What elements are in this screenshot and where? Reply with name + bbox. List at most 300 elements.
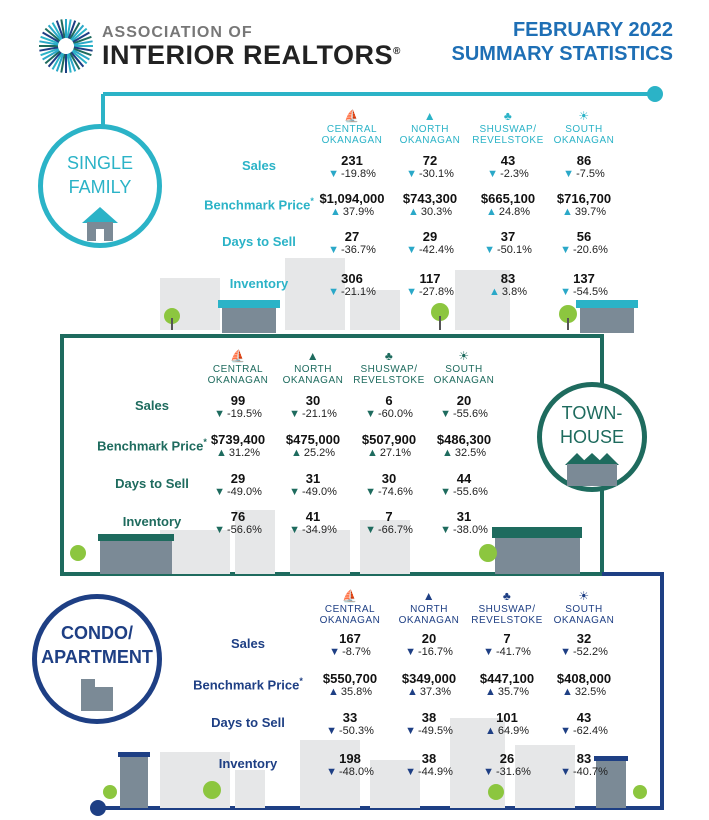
stat-change (310, 725, 390, 738)
stat-change (467, 766, 547, 779)
stat-value: 20 (456, 393, 472, 408)
stat-change-percent: -44.9% (418, 766, 453, 778)
stat-value: 43 (500, 153, 516, 168)
arrow-down-icon: ▼ (483, 766, 495, 778)
arrow-down-icon: ▼ (440, 408, 452, 420)
stat-change (390, 286, 470, 299)
stat-change-percent: 30.3% (420, 206, 453, 218)
arrow-down-icon: ▼ (406, 244, 418, 256)
stat-change-percent: -38.0% (453, 524, 488, 536)
stat-change (312, 168, 392, 181)
single-region-line2: OKANAGAN (321, 135, 383, 146)
stat-change (544, 244, 624, 257)
single-price-cell (390, 192, 470, 219)
town-region-line2: REVELSTOKE (353, 375, 425, 386)
stat-value: 20 (421, 631, 437, 646)
arrow-down-icon: ▼ (289, 408, 301, 420)
single-region-header (544, 108, 624, 146)
condo-region-header (467, 588, 547, 626)
stat-change (467, 725, 547, 738)
arrow-down-icon: ▼ (328, 168, 340, 180)
condo-sales-cell (467, 632, 547, 659)
stat-value: 56 (576, 229, 592, 244)
stat-change (349, 486, 429, 499)
stat-value: 29 (422, 229, 438, 244)
single-sales-cell (312, 154, 392, 181)
town-row-label-sales: Sales (135, 398, 169, 413)
pine-tree-icon: ♣ (384, 349, 394, 363)
condo-title-2: APARTMENT (41, 647, 153, 667)
condo-price-cell (467, 672, 547, 699)
stat-value: $1,094,000 (319, 191, 385, 206)
condo-region-line1: CENTRAL (324, 604, 376, 615)
price-footnote-mark: * (310, 196, 314, 206)
single-price-cell (468, 192, 548, 219)
town-region-header (198, 348, 278, 386)
arrow-down-icon: ▼ (214, 408, 226, 420)
stat-change (467, 686, 547, 699)
single-inventory-cell (312, 272, 392, 299)
arrow-up-icon: ▲ (484, 686, 496, 698)
arrow-down-icon: ▼ (365, 408, 377, 420)
sun-icon: ☀ (578, 589, 590, 603)
header-month: FEBRUARY 2022 (512, 19, 673, 41)
stat-value: $739,400 (210, 432, 266, 447)
stat-change-percent: -8.7% (342, 646, 371, 658)
stat-value: 76 (230, 509, 246, 524)
condo-row-label-days: Days to Sell (211, 715, 285, 730)
arrow-down-icon: ▼ (483, 646, 495, 658)
stat-change-percent: -60.0% (378, 408, 413, 420)
townhouse-badge (537, 382, 647, 492)
stat-change-percent: 37.3% (419, 686, 452, 698)
stat-change-percent: 64.9% (497, 725, 530, 737)
stat-change (390, 244, 470, 257)
stat-change-percent: -49.0% (227, 486, 262, 498)
condo-days-cell (310, 711, 390, 738)
stat-change-percent: -19.5% (227, 408, 262, 420)
condo-row-label-sales: Sales (231, 636, 265, 651)
stat-change (310, 686, 390, 699)
town-days-cell (424, 472, 504, 499)
stat-change (273, 486, 353, 499)
town-region-header (349, 348, 429, 386)
stat-value: 27 (344, 229, 360, 244)
arrow-down-icon: ▼ (214, 524, 226, 536)
stat-value: 167 (339, 631, 361, 646)
stat-change (198, 447, 278, 460)
single-row-label-inventory: Inventory (229, 276, 289, 291)
stat-value: 44 (456, 471, 472, 486)
stat-change-percent: 3.8% (501, 286, 527, 298)
price-footnote-mark: * (203, 437, 207, 447)
single-inventory-cell (468, 272, 548, 299)
sailboat-icon: ⛵ (344, 109, 360, 123)
town-sales-cell (349, 394, 429, 421)
stat-change (424, 408, 504, 421)
single-region-line1: SHUSWAP/ (479, 124, 537, 135)
arrow-down-icon: ▼ (365, 486, 377, 498)
condo-badge (32, 594, 162, 724)
stat-change (544, 686, 624, 699)
stat-change-percent: 25.2% (303, 447, 336, 459)
stat-change (349, 408, 429, 421)
stat-change (544, 646, 624, 659)
stat-value: $716,700 (556, 191, 612, 206)
single-days-cell (312, 230, 392, 257)
arrow-down-icon: ▼ (326, 766, 338, 778)
condo-title-1: CONDO/ (61, 623, 133, 643)
single-sales-cell (544, 154, 624, 181)
arrow-down-icon: ▼ (440, 524, 452, 536)
stat-value: 43 (576, 710, 592, 725)
stat-change (544, 286, 624, 299)
stat-change (273, 524, 353, 537)
town-days-cell (273, 472, 353, 499)
stat-change (198, 524, 278, 537)
stat-change (198, 408, 278, 421)
stat-value: $743,300 (402, 191, 458, 206)
single-days-cell (544, 230, 624, 257)
condo-region-header (310, 588, 390, 626)
stat-change (389, 686, 469, 699)
condo-region-header (544, 588, 624, 626)
stat-value: 306 (341, 271, 363, 286)
town-region-header (273, 348, 353, 386)
stat-change (467, 646, 547, 659)
arrow-up-icon: ▲ (329, 206, 341, 218)
brand-line1: ASSOCIATION OF (102, 24, 253, 41)
town-region-line1: SHUSWAP/ (360, 364, 418, 375)
condo-inventory-cell (467, 752, 547, 779)
arrow-down-icon: ▼ (487, 168, 499, 180)
stat-value: 38 (421, 751, 437, 766)
stat-change (424, 447, 504, 460)
stat-change-percent: -27.8% (419, 286, 454, 298)
condo-price-cell (389, 672, 469, 699)
stat-change (544, 766, 624, 779)
stat-change-percent: -50.3% (339, 725, 374, 737)
stat-change-percent: -49.0% (302, 486, 337, 498)
stat-change-percent: -42.4% (419, 244, 454, 256)
town-inventory-cell (424, 510, 504, 537)
stat-change (273, 408, 353, 421)
stat-change-percent: -55.6% (453, 408, 488, 420)
stat-value: $447,100 (479, 671, 535, 686)
town-row-label-price: Benchmark Price* (97, 437, 207, 454)
town-days-cell (198, 472, 278, 499)
single-region-line2: REVELSTOKE (472, 135, 544, 146)
town-region-header (424, 348, 504, 386)
stat-change (389, 725, 469, 738)
condo-days-cell (389, 711, 469, 738)
stat-change-percent: 32.5% (454, 447, 487, 459)
townhouse-icon (563, 451, 621, 487)
arrow-down-icon: ▼ (328, 286, 340, 298)
mountain-icon: ▲ (423, 109, 437, 123)
condo-region-line2: OKANAGAN (398, 615, 460, 626)
arrow-down-icon: ▼ (405, 646, 417, 658)
stat-change-percent: -55.6% (453, 486, 488, 498)
stat-change (312, 206, 392, 219)
mountain-icon: ▲ (306, 349, 320, 363)
stat-change-percent: -34.9% (302, 524, 337, 536)
arrow-down-icon: ▼ (563, 168, 575, 180)
condo-inventory-cell (389, 752, 469, 779)
single-region-line2: OKANAGAN (553, 135, 615, 146)
arrow-down-icon: ▼ (289, 486, 301, 498)
town-region-line2: OKANAGAN (433, 375, 495, 386)
town-price-cell (198, 433, 278, 460)
stat-value: 29 (230, 471, 246, 486)
stat-change-percent: 35.8% (340, 686, 373, 698)
condo-region-line1: SOUTH (565, 604, 603, 615)
single-row-label-days: Days to Sell (222, 234, 296, 249)
stat-change (544, 725, 624, 738)
arrow-up-icon: ▲ (407, 206, 419, 218)
stat-change-percent: -20.6% (573, 244, 608, 256)
single-region-header (468, 108, 548, 146)
stat-value: $486,300 (436, 432, 492, 447)
stat-change (310, 646, 390, 659)
arrow-down-icon: ▼ (560, 766, 572, 778)
stat-value: 6 (385, 393, 393, 408)
stat-value: 72 (422, 153, 438, 168)
arrow-down-icon: ▼ (329, 646, 341, 658)
condo-sales-cell (310, 632, 390, 659)
town-sales-cell (424, 394, 504, 421)
header-subtitle: SUMMARY STATISTICS (451, 43, 673, 65)
stat-value: 30 (381, 471, 397, 486)
sailboat-icon: ⛵ (230, 349, 246, 363)
single-family-badge (38, 124, 162, 248)
single-row-label-price: Benchmark Price* (204, 196, 314, 213)
stat-change-percent: -21.1% (302, 408, 337, 420)
stat-change-percent: -62.4% (573, 725, 608, 737)
stat-change-percent: -40.7% (573, 766, 608, 778)
stat-value: 33 (342, 710, 358, 725)
arrow-up-icon: ▲ (561, 686, 573, 698)
town-row-label-inventory: Inventory (122, 514, 182, 529)
condo-region-line2: OKANAGAN (553, 615, 615, 626)
stat-value: 83 (500, 271, 516, 286)
stat-change (349, 524, 429, 537)
arrow-down-icon: ▼ (289, 524, 301, 536)
town-days-cell (349, 472, 429, 499)
single-days-cell (390, 230, 470, 257)
stat-change-percent: -36.7% (341, 244, 376, 256)
condo-price-cell (310, 672, 390, 699)
stat-value: 83 (576, 751, 592, 766)
stat-change (198, 486, 278, 499)
stat-value: $665,100 (480, 191, 536, 206)
town-sales-cell (198, 394, 278, 421)
condo-row-label-inventory: Inventory (218, 756, 278, 771)
single-sales-cell (390, 154, 470, 181)
arrow-down-icon: ▼ (406, 286, 418, 298)
arrow-down-icon: ▼ (326, 725, 338, 737)
stat-value: 117 (419, 271, 441, 286)
single-region-header (390, 108, 470, 146)
stat-value: 7 (503, 631, 511, 646)
stat-change (390, 206, 470, 219)
stat-value: 86 (576, 153, 592, 168)
stat-value: 26 (499, 751, 515, 766)
arrow-down-icon: ▼ (560, 286, 572, 298)
stat-value: 38 (421, 710, 437, 725)
stat-value: 101 (496, 710, 518, 725)
stat-change (312, 244, 392, 257)
arrow-down-icon: ▼ (214, 486, 226, 498)
stat-value: $475,000 (285, 432, 341, 447)
single-inventory-cell (390, 272, 470, 299)
stat-value: 31 (456, 509, 472, 524)
stat-change-percent: -30.1% (419, 168, 454, 180)
stat-change-percent: 39.7% (574, 206, 607, 218)
condo-region-line2: OKANAGAN (319, 615, 381, 626)
condo-sales-cell (389, 632, 469, 659)
arrow-up-icon: ▲ (290, 447, 302, 459)
stat-change (468, 244, 548, 257)
town-inventory-cell (198, 510, 278, 537)
stat-change (390, 168, 470, 181)
condo-days-cell (544, 711, 624, 738)
stat-change (389, 766, 469, 779)
single-inventory-cell (544, 272, 624, 299)
town-sales-cell (273, 394, 353, 421)
arrow-down-icon: ▼ (560, 646, 572, 658)
stat-change-percent: -41.7% (496, 646, 531, 658)
stat-change-percent: -54.5% (573, 286, 608, 298)
stat-change (312, 286, 392, 299)
town-inventory-cell (349, 510, 429, 537)
arrow-up-icon: ▲ (485, 206, 497, 218)
town-price-cell (424, 433, 504, 460)
stat-value: 137 (573, 271, 595, 286)
stat-change (468, 286, 548, 299)
stat-value: $550,700 (322, 671, 378, 686)
stat-value: $507,900 (361, 432, 417, 447)
condo-row-label-price: Benchmark Price* (193, 676, 303, 693)
stat-value: 99 (230, 393, 246, 408)
arrow-up-icon: ▲ (366, 447, 378, 459)
condo-region-line2: REVELSTOKE (471, 615, 543, 626)
condo-price-cell (544, 672, 624, 699)
pine-tree-icon: ♣ (502, 589, 512, 603)
stat-change (544, 206, 624, 219)
stat-change-percent: -21.1% (341, 286, 376, 298)
sun-icon: ☀ (458, 349, 470, 363)
single-title-2: FAMILY (68, 177, 132, 197)
registered-mark: ® (393, 46, 401, 57)
arrow-up-icon: ▲ (561, 206, 573, 218)
town-region-line1: SOUTH (445, 364, 483, 375)
town-region-line1: NORTH (294, 364, 332, 375)
stat-change-percent: -50.1% (497, 244, 532, 256)
arrow-down-icon: ▼ (328, 244, 340, 256)
stat-change-percent: -49.5% (418, 725, 453, 737)
arrow-down-icon: ▼ (365, 524, 377, 536)
stat-change-percent: -7.5% (576, 168, 605, 180)
condo-inventory-cell (544, 752, 624, 779)
arrow-up-icon: ▲ (441, 447, 453, 459)
single-price-cell (544, 192, 624, 219)
stat-change (424, 524, 504, 537)
stat-change-percent: 31.2% (228, 447, 261, 459)
condo-region-line1: SHUSWAP/ (478, 604, 536, 615)
condo-inventory-cell (310, 752, 390, 779)
arrow-down-icon: ▼ (406, 168, 418, 180)
single-title-1: SINGLE (66, 153, 134, 173)
brand-line2: INTERIOR REALTORS® (102, 40, 401, 70)
arrow-down-icon: ▼ (484, 244, 496, 256)
sun-icon: ☀ (578, 109, 590, 123)
price-footnote-mark: * (299, 676, 303, 686)
arrow-down-icon: ▼ (560, 244, 572, 256)
apartment-icon (77, 673, 117, 713)
town-price-cell (273, 433, 353, 460)
single-row-label-sales: Sales (242, 158, 276, 173)
stat-change-percent: 37.9% (342, 206, 375, 218)
stat-change-percent: -66.7% (378, 524, 413, 536)
stat-value: $408,000 (556, 671, 612, 686)
single-region-line1: NORTH (411, 124, 449, 135)
stat-value: 37 (500, 229, 516, 244)
stat-change-percent: -2.3% (500, 168, 529, 180)
stat-value: 30 (305, 393, 321, 408)
arrow-up-icon: ▲ (215, 447, 227, 459)
town-title-1: TOWN- (561, 403, 623, 423)
stat-value: 198 (339, 751, 361, 766)
arrow-up-icon: ▲ (327, 686, 339, 698)
stat-change-percent: -74.6% (378, 486, 413, 498)
stat-change-percent: -16.7% (418, 646, 453, 658)
single-region-line1: SOUTH (565, 124, 603, 135)
condo-region-line1: NORTH (410, 604, 448, 615)
single-sales-cell (468, 154, 548, 181)
single-days-cell (468, 230, 548, 257)
arrow-down-icon: ▼ (440, 486, 452, 498)
stat-value: 31 (305, 471, 321, 486)
single-region-header (312, 108, 392, 146)
stat-change (349, 447, 429, 460)
mountain-icon: ▲ (422, 589, 436, 603)
stat-change (310, 766, 390, 779)
condo-sales-cell (544, 632, 624, 659)
stat-change-percent: 35.7% (497, 686, 530, 698)
stat-value: 32 (576, 631, 592, 646)
town-title-2: HOUSE (559, 427, 624, 447)
house-icon (78, 203, 122, 243)
stat-change (424, 486, 504, 499)
condo-days-cell (467, 711, 547, 738)
town-region-line2: OKANAGAN (207, 375, 269, 386)
stat-change-percent: -19.8% (341, 168, 376, 180)
town-row-label-days: Days to Sell (115, 476, 189, 491)
stat-change (544, 168, 624, 181)
stat-change (273, 447, 353, 460)
pine-tree-icon: ♣ (503, 109, 513, 123)
stat-change-percent: 24.8% (498, 206, 531, 218)
stat-change-percent: 27.1% (379, 447, 412, 459)
arrow-down-icon: ▼ (560, 725, 572, 737)
town-region-line2: OKANAGAN (282, 375, 344, 386)
stat-change (468, 168, 548, 181)
stat-change-percent: -31.6% (496, 766, 531, 778)
arrow-up-icon: ▲ (484, 725, 496, 737)
stat-value: 7 (385, 509, 393, 524)
town-region-line1: CENTRAL (212, 364, 264, 375)
